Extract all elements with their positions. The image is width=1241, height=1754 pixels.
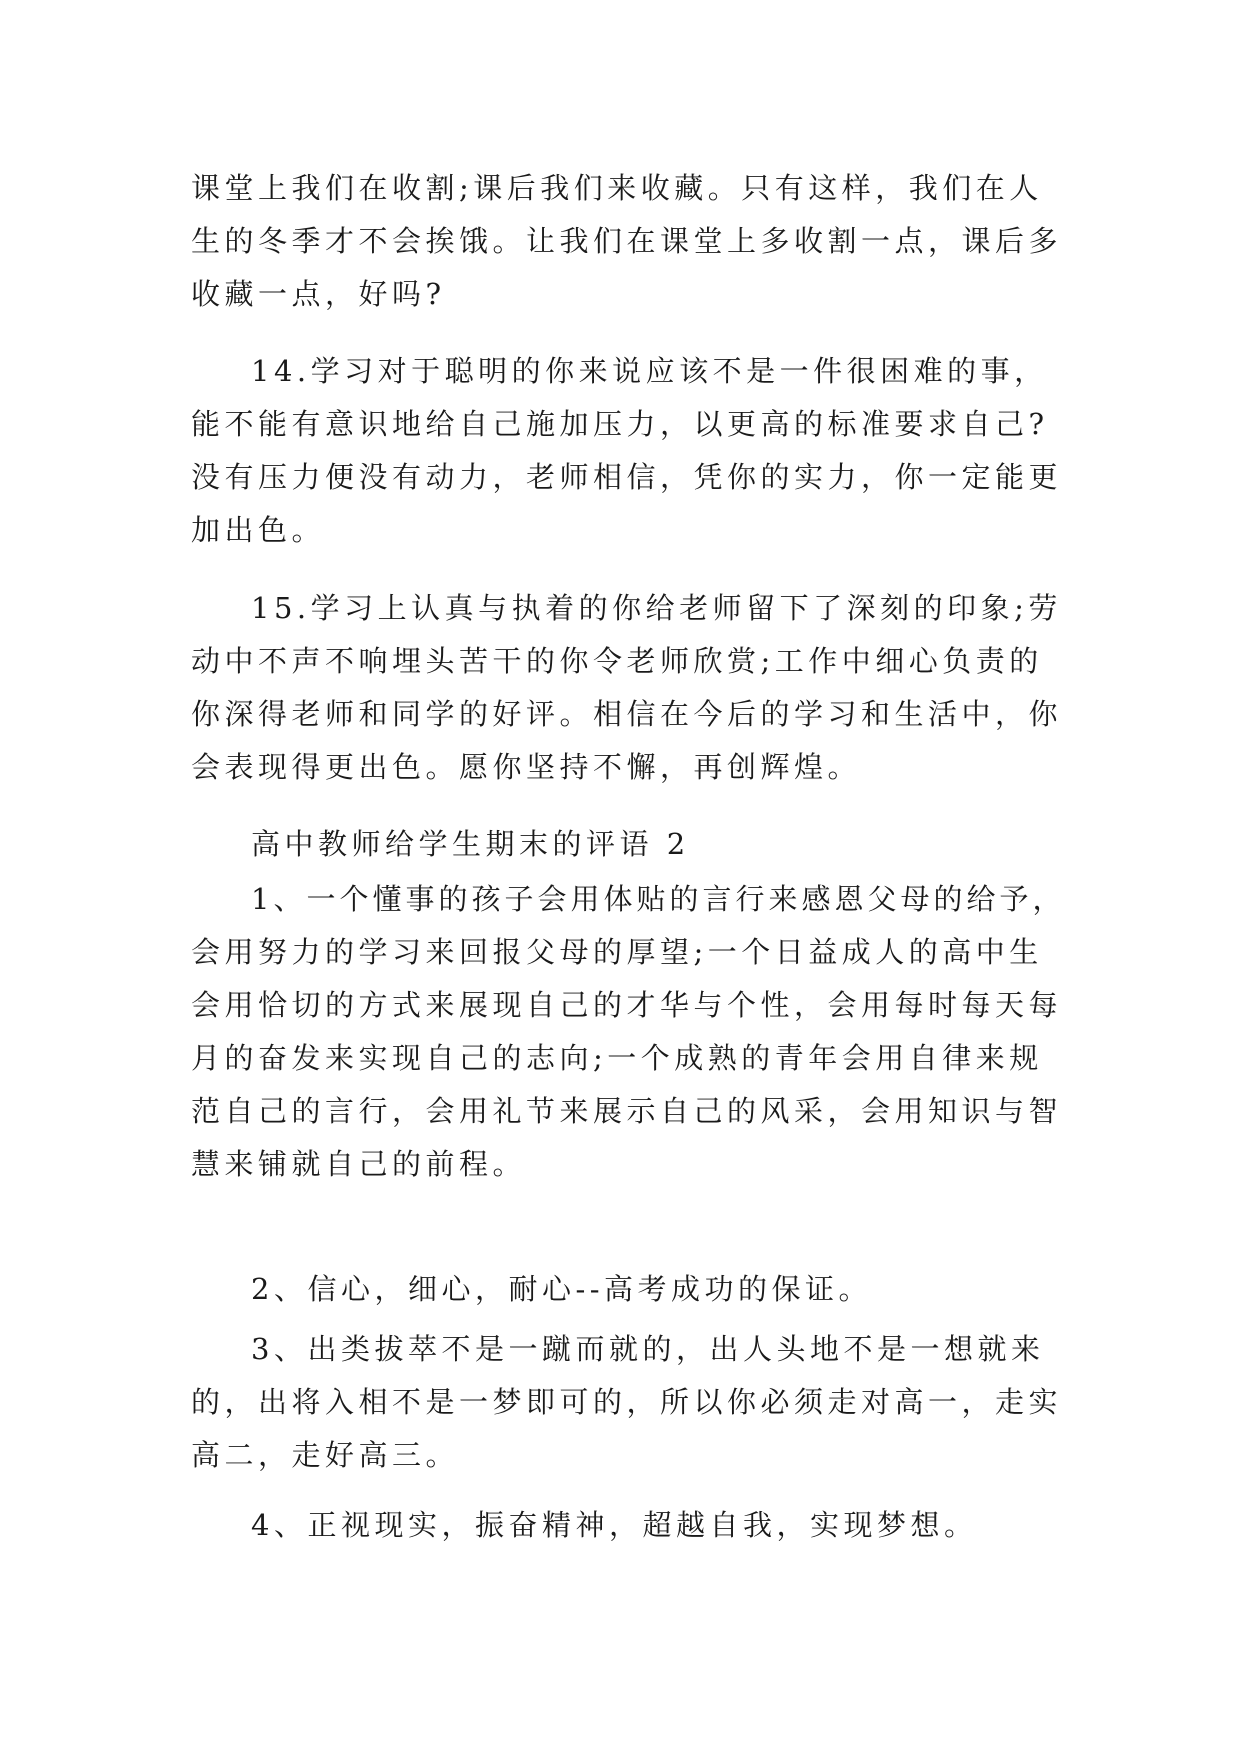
text-line: 14.学习对于聪明的你来说应该不是一件很困难的事， [251,354,1048,388]
text-line: 能不能有意识地给自己施加压力，以更高的标准要求自己? [191,407,1049,441]
text-line: 的，出将入相不是一梦即可的，所以你必须走对高一，走实 [191,1385,1063,1419]
text-line: 收藏一点，好吗? [191,277,446,311]
text-line: 2、信心，细心，耐心--高考成功的保证。 [251,1272,873,1306]
text-line: 3、出类拔萃不是一蹴而就的，出人头地不是一想就来 [251,1332,1045,1366]
text-line: 会表现得更出色。愿你坚持不懈，再创辉煌。 [191,750,862,784]
text-line: 动中不声不响埋头苦干的你令老师欣赏;工作中细心负责的 [191,644,1043,678]
text-line: 会用努力的学习来回报父母的厚望;一个日益成人的高中生 [191,935,1043,969]
text-line: 生的冬季才不会挨饿。让我们在课堂上多收割一点，课后多 [191,224,1063,258]
text-line: 月的奋发来实现自己的志向;一个成熟的青年会用自律来规 [191,1041,1043,1075]
paragraph-item-14 [191,345,1071,557]
paragraph-item-2 [191,1263,1071,1316]
section-heading-text: 高中教师给学生期末的评语 2 [251,827,690,861]
paragraph-item-1 [191,873,1071,1191]
paragraph-item-15 [191,582,1071,794]
text-line: 会用恰切的方式来展现自己的才华与个性，会用每时每天每 [191,988,1063,1022]
text-line: 课堂上我们在收割;课后我们来收藏。只有这样，我们在人 [191,171,1043,205]
text-line: 1、一个懂事的孩子会用体贴的言行来感恩父母的给予， [251,882,1066,916]
text-line: 你深得老师和同学的好评。相信在今后的学习和生活中，你 [191,697,1063,731]
text-line: 15.学习上认真与执着的你给老师留下了深刻的印象;劳 [251,591,1062,625]
paragraph-item-3 [191,1323,1071,1482]
section-heading [191,818,1071,871]
text-line: 高二，走好高三。 [191,1438,460,1472]
paragraph-item-4 [191,1499,1071,1552]
paragraph-continuation [191,162,1071,321]
text-line: 加出色。 [191,513,326,547]
text-line: 没有压力便没有动力，老师相信，凭你的实力，你一定能更 [191,460,1063,494]
text-line: 慧来铺就自己的前程。 [191,1147,527,1181]
text-line: 4、正视现实，振奋精神，超越自我，实现梦想。 [251,1508,978,1542]
text-line: 范自己的言行，会用礼节来展示自己的风采，会用知识与智 [191,1094,1063,1128]
